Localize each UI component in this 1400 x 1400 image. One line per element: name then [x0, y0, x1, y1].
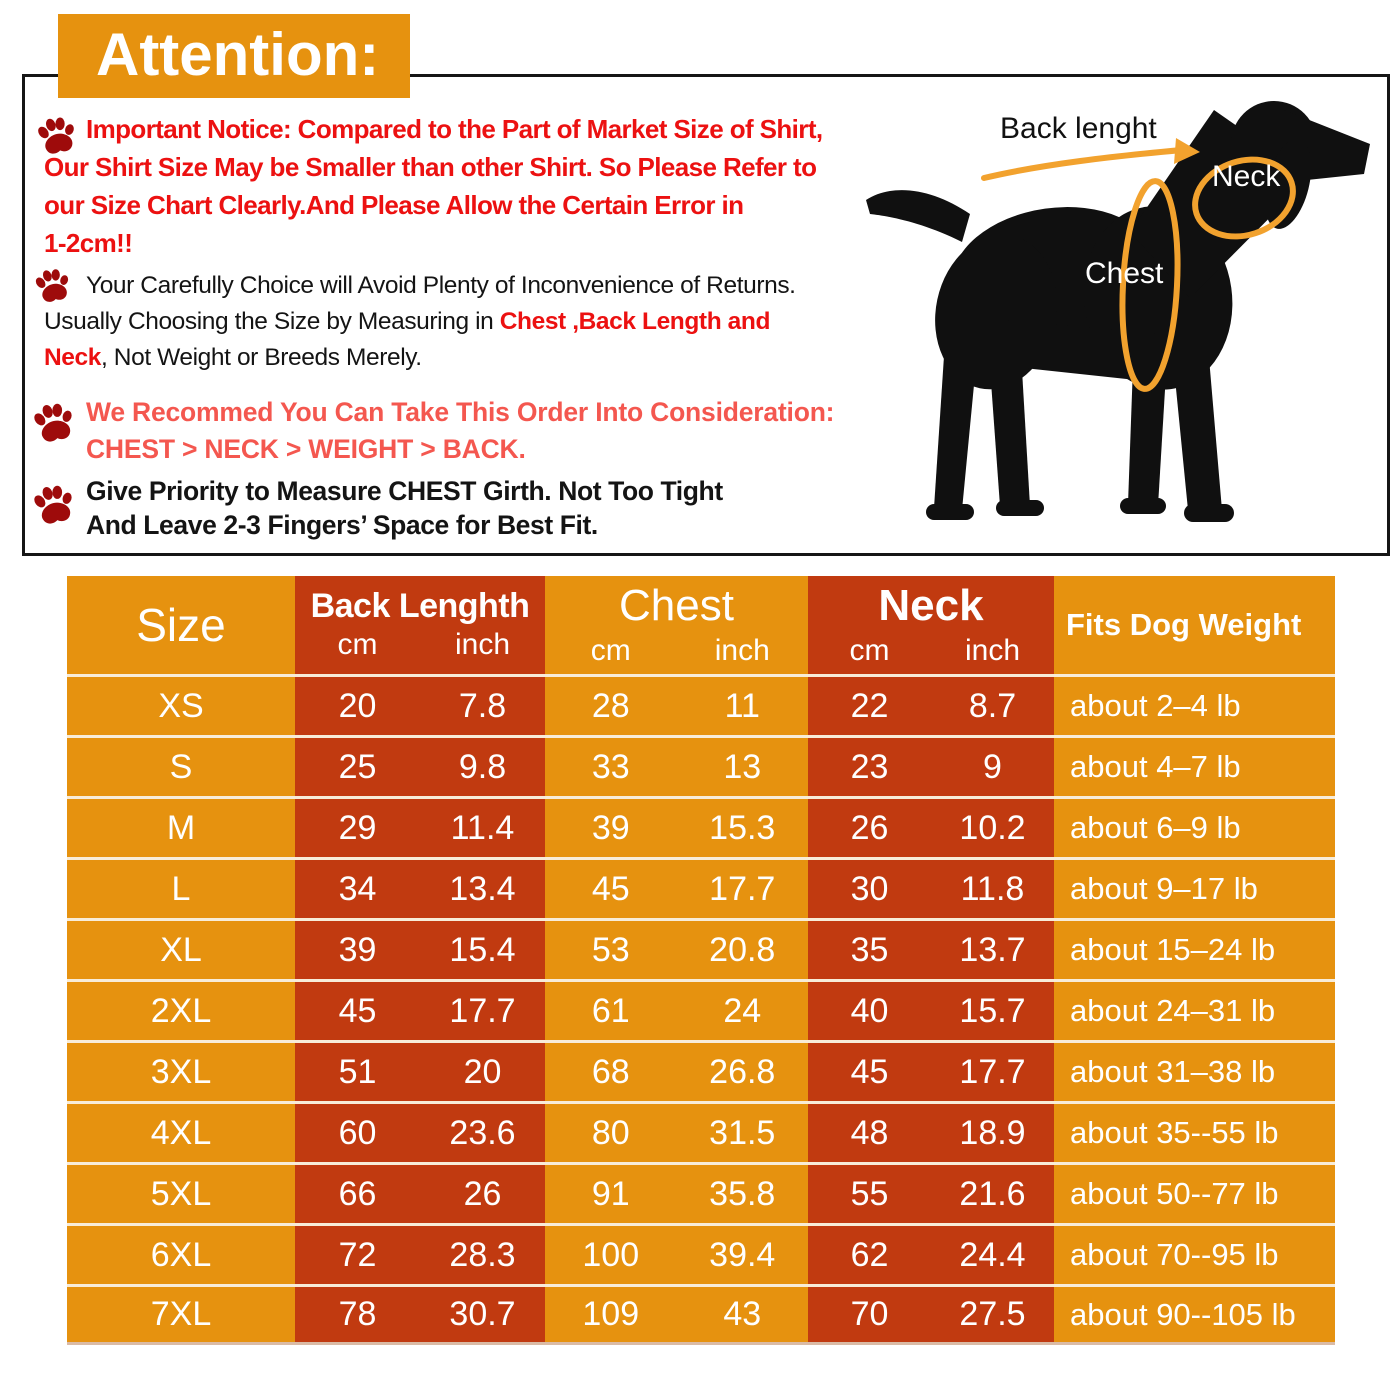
weight-cell: [1054, 860, 1335, 918]
size-value: 6XL: [150, 1235, 212, 1274]
back-cell: [295, 677, 545, 735]
back-values: [295, 687, 545, 726]
header-back-stack: [295, 576, 545, 674]
chest-cm-value: 45: [591, 869, 630, 908]
neck-cell: [808, 677, 1054, 735]
back-values: [295, 1114, 545, 1153]
back-cell: [295, 1165, 545, 1223]
back-cm-value: 51: [338, 1052, 377, 1091]
back-cell: [295, 738, 545, 796]
chest-cm-value: 39: [591, 808, 630, 847]
chest-cm-value: 33: [591, 747, 630, 786]
unit-inch-label: inch: [454, 628, 511, 662]
chest-values: [545, 748, 808, 787]
weight-value: about 90--105 lb: [1070, 1296, 1296, 1332]
dog-measurement-diagram: [858, 80, 1398, 554]
header-chest: [545, 576, 808, 674]
back-cm-value: 20: [338, 686, 377, 725]
table-header-row: [67, 576, 1335, 674]
chest-cm-value: 91: [591, 1174, 630, 1213]
chest-values: [545, 1295, 808, 1334]
unit-cm-label: cm: [337, 628, 378, 662]
notice-text: Chest ,Back Length and: [499, 308, 771, 335]
back-cell: [295, 921, 545, 979]
neck-values: [808, 809, 1054, 848]
neck-inch-value: 10.2: [959, 808, 1026, 847]
chest-cm-value: 68: [591, 1052, 630, 1091]
chest-inch-value: 24: [723, 991, 762, 1030]
chest-inch-value: 20.8: [709, 930, 776, 969]
notice-line: [44, 474, 944, 508]
neck-values: [808, 1175, 1054, 1214]
chest-values: [545, 1114, 808, 1153]
chest-cm-value: 53: [591, 930, 630, 969]
back-cm-value: 39: [338, 930, 377, 969]
size-value: XS: [158, 686, 204, 725]
chest-values: [545, 687, 808, 726]
chest-values: [545, 1236, 808, 1275]
notice-text: And Leave 2-3 Fingers’ Space for Best Fit.: [86, 510, 598, 540]
weight-cell: [1054, 738, 1335, 796]
back-inch-value: 13.4: [449, 869, 516, 908]
table-row: [67, 796, 1335, 857]
chest-cell: [545, 1287, 808, 1342]
notice-line: [44, 304, 944, 340]
table-row: [67, 1162, 1335, 1223]
back-values: [295, 1053, 545, 1092]
neck-values: [808, 1295, 1054, 1334]
notice-line: [44, 340, 944, 376]
chest-values: [545, 931, 808, 970]
neck-cell: [808, 860, 1054, 918]
chest-cell: [545, 1043, 808, 1101]
unit-cm-label: cm: [849, 633, 890, 667]
size-value: 3XL: [150, 1052, 212, 1091]
chest-cell: [545, 1104, 808, 1162]
neck-cell: [808, 921, 1054, 979]
notice-text: Your Carefully Choice will Avoid Plenty of Inconvenience of Returns.: [86, 272, 796, 299]
chest-inch-value: 15.3: [709, 808, 776, 847]
neck-inch-value: 11.8: [960, 869, 1025, 908]
chest-cell: [545, 799, 808, 857]
neck-cm-value: 30: [850, 869, 889, 908]
chest-cell: [545, 860, 808, 918]
neck-values: [808, 1053, 1054, 1092]
size-chart-table: [67, 576, 1335, 1345]
back-inch-value: 26: [463, 1174, 502, 1213]
size-cell: [67, 860, 295, 918]
header-back-label: Back Lenghth: [310, 586, 530, 625]
weight-value: about 9–17 lb: [1070, 871, 1258, 906]
chest-inch-value: 13: [723, 747, 762, 786]
size-value: 7XL: [150, 1295, 212, 1333]
chest-label: Chest: [1085, 257, 1164, 290]
neck-inch-value: 15.7: [959, 991, 1026, 1030]
chest-values: [545, 1053, 808, 1092]
weight-value: about 2–4 lb: [1070, 688, 1241, 723]
chest-cell: [545, 738, 808, 796]
weight-value: about 70--95 lb: [1070, 1237, 1279, 1272]
weight-cell: [1054, 1226, 1335, 1284]
neck-cell: [808, 738, 1054, 796]
notice-text: , Not Weight or Breeds Merely.: [100, 344, 422, 371]
weight-cell: [1054, 982, 1335, 1040]
notice-text: 1-2cm!!: [44, 228, 133, 258]
chest-inch-value: 17.7: [709, 869, 776, 908]
back-inch-value: 9.8: [458, 747, 507, 786]
back-cm-value: 45: [338, 991, 377, 1030]
chest-cell: [545, 982, 808, 1040]
size-value: 5XL: [150, 1174, 212, 1213]
back-values: [295, 809, 545, 848]
weight-value: about 24–31 lb: [1070, 993, 1276, 1028]
back-values: [295, 931, 545, 970]
notice-text: We Recommed You Can Take This Order Into Consideration:: [86, 397, 835, 427]
back-inch-value: 23.6: [449, 1113, 516, 1152]
neck-cm-value: 70: [850, 1295, 889, 1333]
header-size-label: Size: [136, 599, 226, 651]
notice-paragraph-4: [44, 474, 944, 542]
neck-cm-value: 48: [850, 1113, 889, 1152]
neck-values: [808, 1114, 1054, 1153]
back-cell: [295, 799, 545, 857]
neck-cell: [808, 982, 1054, 1040]
back-values: [295, 1175, 545, 1214]
notice-line: [44, 186, 944, 224]
neck-cm-value: 45: [850, 1052, 889, 1091]
header-back-units: [295, 628, 545, 662]
neck-values: [808, 1236, 1054, 1275]
notice-paragraph-3: [44, 394, 944, 468]
back-cm-value: 66: [338, 1174, 377, 1213]
chest-cell: [545, 677, 808, 735]
notice-line: [44, 431, 944, 468]
notice-text: CHEST > NECK > WEIGHT > BACK.: [86, 434, 526, 464]
table-row: [67, 1101, 1335, 1162]
neck-cm-value: 22: [850, 686, 889, 725]
size-value: L: [171, 869, 191, 908]
notice-paragraph-2: [44, 268, 944, 376]
chest-inch-value: 26.8: [709, 1052, 776, 1091]
back-cell: [295, 1287, 545, 1342]
weight-cell: [1054, 799, 1335, 857]
back-length-label: Back lenght: [1000, 112, 1157, 145]
size-cell: [67, 982, 295, 1040]
size-cell: [67, 1043, 295, 1101]
table-row: [67, 1223, 1335, 1284]
chest-inch-value: 39.4: [709, 1235, 776, 1274]
chest-cm-value: 28: [591, 686, 630, 725]
back-cell: [295, 1104, 545, 1162]
unit-inch-label: inch: [714, 633, 770, 667]
header-size: [67, 576, 295, 674]
neck-values: [808, 687, 1054, 726]
weight-cell: [1054, 1165, 1335, 1223]
weight-cell: [1054, 1104, 1335, 1162]
weight-cell: [1054, 921, 1335, 979]
size-value: 2XL: [150, 991, 212, 1030]
table-row: [67, 857, 1335, 918]
notice-text: Neck: [44, 344, 101, 371]
dog-silhouette-graphic: [858, 80, 1398, 554]
weight-value: about 15–24 lb: [1070, 932, 1276, 967]
dog-silhouette: [866, 101, 1370, 522]
back-cm-value: 25: [338, 747, 377, 786]
attention-title: Attention:: [58, 14, 410, 98]
size-value: XL: [160, 930, 202, 969]
neck-cm-value: 55: [850, 1174, 889, 1213]
back-cell: [295, 982, 545, 1040]
header-chest-units: [545, 634, 808, 668]
header-neck-stack: [808, 576, 1054, 674]
back-inch-value: 15.4: [449, 930, 516, 969]
table-row: [67, 918, 1335, 979]
weight-value: about 50--77 lb: [1070, 1176, 1279, 1211]
back-cell: [295, 1043, 545, 1101]
back-values: [295, 1236, 545, 1275]
chest-values: [545, 1175, 808, 1214]
back-inch-value: 28.3: [449, 1235, 516, 1274]
neck-cm-value: 62: [850, 1235, 889, 1274]
size-cell: [67, 1287, 295, 1342]
chest-cm-value: 80: [591, 1113, 630, 1152]
neck-cell: [808, 1226, 1054, 1284]
back-cm-value: 34: [338, 869, 377, 908]
neck-inch-value: 18.9: [959, 1113, 1026, 1152]
chest-inch-value: 11: [724, 686, 760, 725]
back-inch-value: 17.7: [449, 991, 516, 1030]
back-values: [295, 748, 545, 787]
weight-cell: [1054, 1287, 1335, 1342]
header-chest-stack: [545, 576, 808, 674]
notice-text: Important Notice: Compared to the Part of Market Size of Shirt,: [86, 114, 823, 144]
neck-inch-value: 27.5: [959, 1295, 1026, 1333]
back-cm-value: 60: [338, 1113, 377, 1152]
neck-inch-value: 17.7: [959, 1052, 1026, 1091]
neck-inch-value: 9: [983, 747, 1002, 786]
back-cell: [295, 860, 545, 918]
size-cell: [67, 677, 295, 735]
neck-cm-value: 40: [850, 991, 889, 1030]
weight-value: about 35--55 lb: [1070, 1115, 1279, 1150]
table-row: [67, 1040, 1335, 1101]
notice-paragraph-1: [44, 110, 944, 262]
neck-cm-value: 23: [850, 747, 889, 786]
back-inch-value: 11.4: [450, 808, 515, 847]
notice-text: Give Priority to Measure CHEST Girth. Not Too Tight: [86, 476, 723, 506]
back-length-line: [984, 150, 1182, 178]
size-cell: [67, 738, 295, 796]
neck-inch-value: 24.4: [959, 1235, 1026, 1274]
neck-cell: [808, 799, 1054, 857]
size-cell: [67, 921, 295, 979]
header-neck-units: [808, 634, 1054, 668]
neck-cell: [808, 1165, 1054, 1223]
neck-cm-value: 35: [850, 930, 889, 969]
neck-cell: [808, 1287, 1054, 1342]
size-value: M: [166, 808, 196, 847]
back-inch-value: 7.8: [458, 686, 507, 725]
chest-cm-value: 61: [591, 991, 630, 1030]
chest-cell: [545, 1226, 808, 1284]
neck-cm-value: 26: [850, 808, 889, 847]
back-cm-value: 78: [338, 1295, 377, 1333]
notice-line: [44, 268, 944, 304]
size-cell: [67, 1165, 295, 1223]
notice-text: Our Shirt Size May be Smaller than other Shirt. So Please Refer to: [44, 152, 817, 182]
back-inch-value: 20: [463, 1052, 502, 1091]
table-row: [67, 1284, 1335, 1345]
header-back: [295, 576, 545, 674]
header-chest-label: Chest: [619, 581, 734, 631]
header-weight-label: Fits Dog Weight: [1066, 607, 1302, 642]
table-row: [67, 735, 1335, 796]
size-cell: [67, 1226, 295, 1284]
back-inch-value: 30.7: [449, 1295, 516, 1333]
neck-cell: [808, 1043, 1054, 1101]
chest-inch-value: 35.8: [709, 1174, 776, 1213]
size-value: 4XL: [150, 1113, 212, 1152]
chest-values: [545, 809, 808, 848]
chest-inch-value: 31.5: [709, 1113, 776, 1152]
notice-text: our Size Chart Clearly.And Please Allow the Certain Error in: [44, 190, 744, 220]
weight-value: about 31–38 lb: [1070, 1054, 1276, 1089]
header-neck-label: Neck: [878, 581, 984, 631]
neck-cell: [808, 1104, 1054, 1162]
back-cm-value: 72: [338, 1235, 377, 1274]
chest-cm-value: 109: [582, 1295, 640, 1333]
weight-value: about 6–9 lb: [1070, 810, 1241, 845]
back-cm-value: 29: [338, 808, 377, 847]
back-values: [295, 870, 545, 909]
weight-cell: [1054, 1043, 1335, 1101]
back-values: [295, 1295, 545, 1334]
unit-inch-label: inch: [964, 633, 1021, 667]
notice-line: [44, 110, 944, 148]
back-cell: [295, 1226, 545, 1284]
neck-inch-value: 13.7: [959, 930, 1026, 969]
header-weight: [1054, 576, 1335, 674]
chest-values: [545, 870, 808, 909]
size-cell: [67, 1104, 295, 1162]
neck-values: [808, 748, 1054, 787]
neck-label: Neck: [1212, 160, 1281, 193]
chest-cell: [545, 921, 808, 979]
neck-inch-value: 21.6: [959, 1174, 1026, 1213]
weight-value: about 4–7 lb: [1070, 749, 1241, 784]
table-row: [67, 674, 1335, 735]
table-row: [67, 979, 1335, 1040]
neck-inch-value: 8.7: [968, 686, 1017, 725]
chest-cell: [545, 1165, 808, 1223]
header-neck: [808, 576, 1054, 674]
size-cell: [67, 799, 295, 857]
back-values: [295, 992, 545, 1031]
neck-values: [808, 931, 1054, 970]
notice-line: [44, 224, 944, 262]
notice-line: [44, 148, 944, 186]
neck-values: [808, 870, 1054, 909]
chest-cm-value: 100: [582, 1235, 640, 1274]
size-value: S: [169, 747, 193, 786]
chest-inch-value: 43: [723, 1295, 762, 1333]
chest-values: [545, 992, 808, 1031]
unit-cm-label: cm: [590, 633, 631, 667]
notice-text: Usually Choosing the Size by Measuring in: [44, 308, 500, 335]
weight-cell: [1054, 677, 1335, 735]
notice-line: [44, 394, 944, 431]
notice-line: [44, 508, 944, 542]
neck-values: [808, 992, 1054, 1031]
